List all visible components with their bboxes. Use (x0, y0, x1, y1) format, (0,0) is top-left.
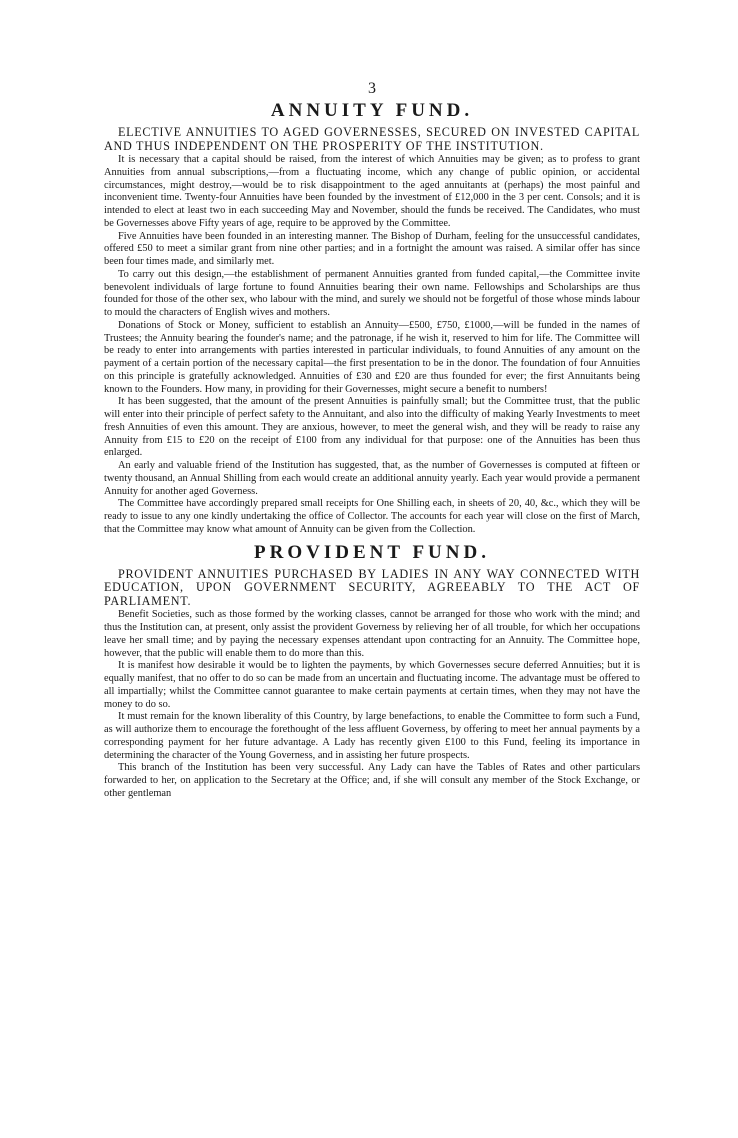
provident-paragraph: It is manifest how desirable it would be to lighten the payments, by which Governesses secure deferred Annuities; but it is equally manifest, that no offer to do so can be made from an uncertain and fluctuating income. The advantage must be offered to all impartially; whilst the Committee cannot guarantee to make certain payments at certain times, when they may not have the money to do so. (104, 660, 640, 710)
annuity-paragraph: It has been suggested, that the amount of the present Annuities is painfully small; but the Committee trust, that the public will enter into their principle of perfect safety to the Annuitant, and also into the difficulty of making Yearly Investments to meet fresh Annuities of even this amount. They are anxious, however, to meet the general wish, and they will be ready to raise any Annuity from £15 to £20 on the receipt of £100 from any individual for that purpose: one of the Annuities has been thus enlarged. (104, 396, 640, 459)
annuity-paragraph: An early and valuable friend of the Institution has suggested, that, as the number of Governesses is computed at fifteen or twenty thousand, an Annual Shilling from each would create an additional annuity yearly. Each year would provide a permanent Annuity for another aged Governess. (104, 460, 640, 497)
provident-paragraph: Benefit Societies, such as those formed by the working classes, cannot be arranged for those who work with the mind; and thus the Institution can, at present, only assist the provident Governess by relieving her of all trouble, for which her occupations leave her small time; and by paying the necessary expenses attendant upon contracting for an Annuity. The Committee hope, however, that the public will enable them to do more than this. (104, 609, 640, 659)
annuity-paragraph: Donations of Stock or Money, sufficient to establish an Annuity—£500, £750, £1000,—will be funded in the names of Trustees; the Annuity bearing the founder's name; and the patronage, if he wish it, reserved to him for life. The Committee will be ready to enter into arrangements with parties interested in particular individuals, to found Annuities of any amount on the payment of a certain portion of the necessary capital—the first presentation to be in the donor. The foundation of four Annuities on this principle is gratefully acknowledged. Annuities of £30 and £20 are thus founded for ever; the first Annuitants being known to the Founders. How many, in providing for their Governesses, might secure a benefit to numbers! (104, 319, 640, 395)
annuity-paragraph: Five Annuities have been founded in an interesting manner. The Bishop of Durham, feeling for the unsuccessful candidates, offered £50 to meet a similar grant from nine other parties; and in a fortnight the amount was raised. A similar offer has since been four times made, and similarly met. (104, 230, 640, 268)
provident-fund-heading: PROVIDENT FUND. (254, 541, 490, 563)
annuity-fund-subheading: ELECTIVE ANNUITIES TO AGED GOVERNESSES, SECURED ON INVESTED CAPITAL AND THUS INDEPENDENT ON THE PROSPERITY OF THE INSTITUTION. (104, 125, 640, 153)
annuity-paragraph: The Committee have accordingly prepared small receipts for One Shilling each, in sheets of 20, 40, &c., which they will be ready to issue to any one kindly undertaking the office of Collector. The accounts for each year will close on the first of March, that the Committee may know what amount of Annuity can be given from the Collection. (104, 498, 640, 535)
page-number: 3 (368, 80, 376, 97)
provident-paragraph: This branch of the Institution has been very successful. Any Lady can have the Tables of Rates and other particulars forwarded to her, on application to the Secretary at the Office; and, if she will consult any member of the Stock Exchange, or other gentleman (104, 762, 640, 799)
provident-fund-subheading: PROVIDENT ANNUITIES PURCHASED BY LADIES IN ANY WAY CONNECTED WITH EDUCATION, UPON GOVERNMENT SECURITY, AGREEABLY TO THE ACT OF PARLIAMENT. (104, 566, 640, 608)
annuity-paragraph: It is necessary that a capital should be raised, from the interest of which Annuities may be given; as to profess to grant Annuities from annual subscriptions,—from a fluctuating income, which any change of public opinion, or accidental circumstances, might destroy,—would be to risk disappointment to the aged annuitants at (perhaps) the most painful and inconvenient time. Twenty-four Annuities have been founded by the investment of £12,000 in the 3 per cent. Consols; and it is intended to elect at least two in each succeeding May and November, should the funds be received. The Candidates, who must be Governesses above Fifty years of age, require to be approved by the Committee. (104, 154, 640, 229)
annuity-paragraph: To carry out this design,—the establishment of permanent Annuities granted from funded capital,—the Committee invite benevolent individuals of large fortune to found Annuities bearing their own name. Fellowships and Scholarships are thus founded for those of the other sex, who labour with the mind, and surely we should not be forgetful of those whose minds labour to mould the characters of English wives and mothers. (104, 268, 640, 319)
provident-paragraph: It must remain for the known liberality of this Country, by large benefactions, to enable the Committee to form such a Fund, as will authorize them to encourage the forethought of the less affluent Governess, by offering to meet her annual payments by a corresponding payment for her future advantage. A Lady has recently given £100 to this Fund, feeling its importance in determining the character of the Young Governess, and in assisting her future prospects. (104, 711, 640, 761)
text-column (104, 80, 640, 801)
annuity-fund-heading: ANNUITY FUND. (270, 100, 474, 121)
